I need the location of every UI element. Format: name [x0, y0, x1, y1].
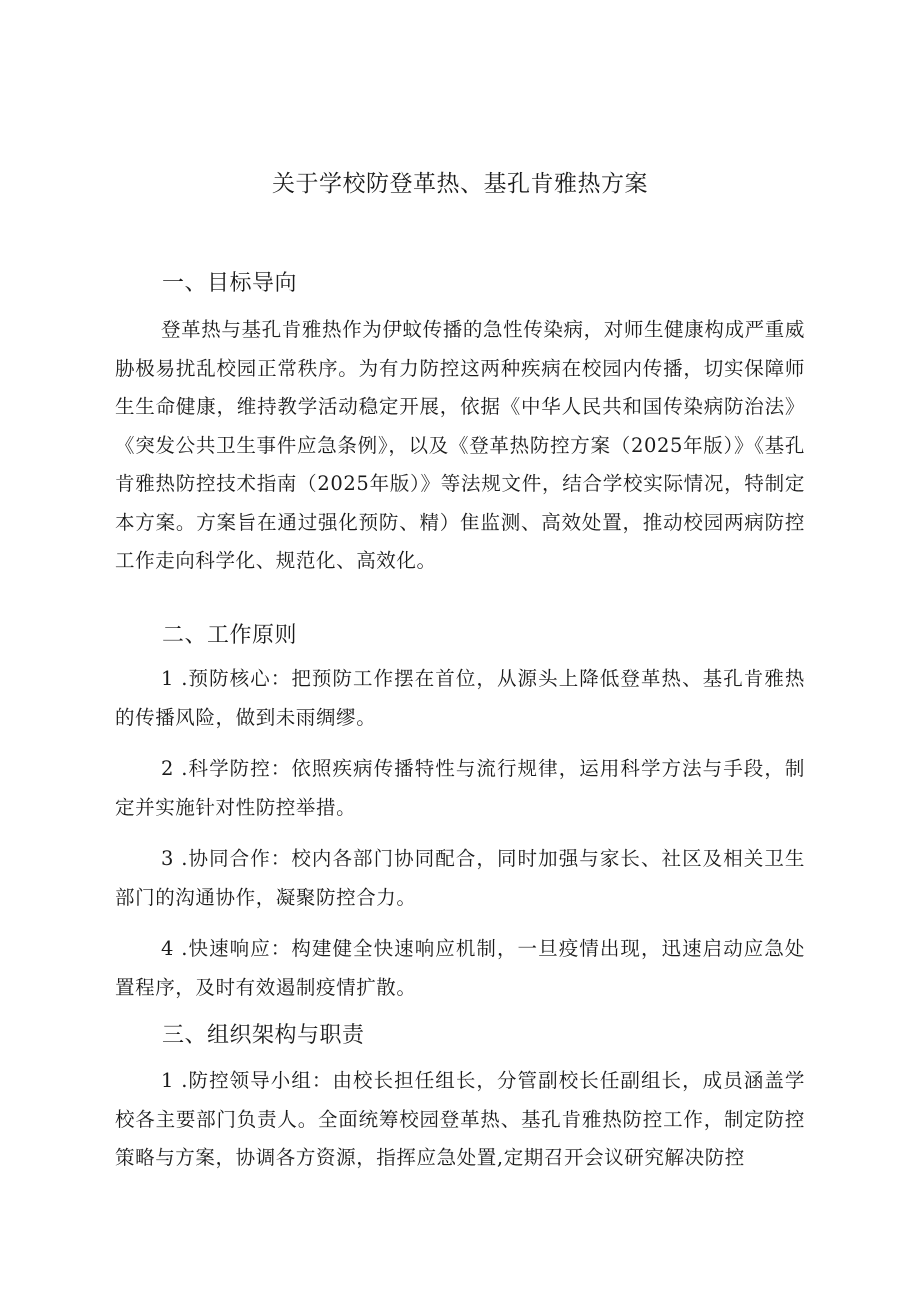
paragraph-principle-1: 1 .预防核心：把预防工作摆在首位，从源头上降低登革热、基孔肯雅热的传播风险，做到未雨绸缪。 — [115, 667, 805, 729]
paragraph-principle-2: 2 .科学防控：依照疾病传播特性与流行规律，运用科学方法与手段，制定并实施针对性防控举措。 — [115, 757, 805, 819]
document-title: 关于学校防登革热、基孔肯雅热方案 — [272, 171, 648, 197]
paragraph-goals: 登革热与基孔肯雅热作为伊蚊传播的急性传染病，对师生健康构成严重威胁极易扰乱校园正常秩序。为有力防控这两种疾病在校园内传播，切实保障师生生命健康，维持教学活动稳定开展，依据《中华人民共和国传染病防治法》《突发公共卫生事件应急条例》，以及《登革热防控方案（2025年版）》《基孔肯雅热防控技术指南（2025年版）》等法规文件，结合学校实际情况，特制定本方案。方案旨在通过强化预防、精）隹监测、高效处置，推动校园两病防控工作走向科学化、规范化、高效化。 — [115, 318, 805, 572]
paragraph-principle-3: 3 .协同合作：校内各部门协同配合，同时加强与家长、社区及相关卫生部门的沟通协作，凝聚防控合力。 — [115, 847, 805, 909]
section-heading-principles: 二、工作原则 — [162, 623, 298, 648]
section-heading-organization: 三、组织架构与职责 — [162, 1023, 365, 1048]
paragraph-organization-1: 1 .防控领导小组：由校长担任组长，分管副校长任副组长，成员涵盖学校各主要部门负责人。全面统筹校园登革热、基孔肯雅热防控工作，制定防控策略与方案，协调各方资源，指挥应急处置,定期召开会议研究解决防控 — [115, 1069, 805, 1169]
paragraph-principle-4: 4 .快速响应：构建健全快速响应机制，一旦疫情出现，迅速启动应急处置程序，及时有效遏制疫情扩散。 — [115, 937, 805, 999]
section-heading-goals: 一、目标导向 — [162, 271, 298, 296]
